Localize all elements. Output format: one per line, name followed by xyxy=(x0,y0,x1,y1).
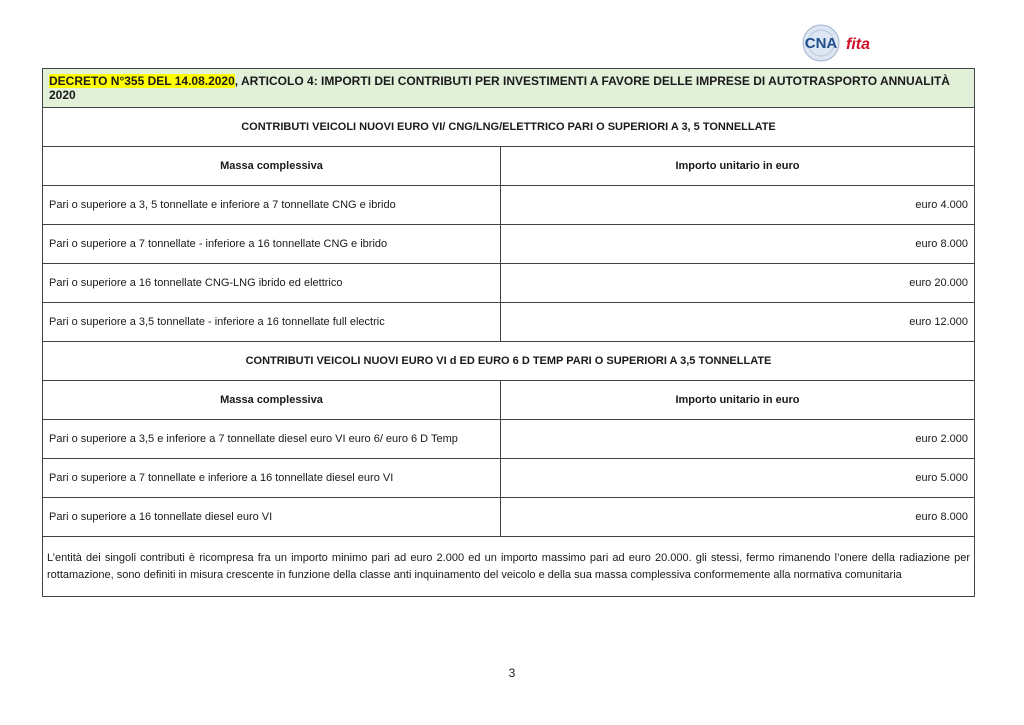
contributi-table xyxy=(42,68,975,597)
fita-logo xyxy=(844,34,890,54)
column-header-importo: Importo unitario in euro xyxy=(501,381,975,420)
row-label: Pari o superiore a 3,5 tonnellate - inferiore a 16 tonnellate full electric xyxy=(43,303,501,342)
header-logos xyxy=(802,24,892,62)
column-header-massa: Massa complessiva xyxy=(43,381,501,420)
title-rest: , ARTICOLO 4: IMPORTI DEI CONTRIBUTI PER INVESTIMENTI A FAVORE DELLE IMPRESE DI AUTOTRASPORTO ANNUALITÀ 2020 xyxy=(49,74,950,102)
row-amount: euro 8.000 xyxy=(501,225,975,264)
row-amount: euro 8.000 xyxy=(501,498,975,537)
row-amount: euro 2.000 xyxy=(501,420,975,459)
cna-logo-text: CNA xyxy=(804,35,838,52)
cna-logo xyxy=(802,24,840,62)
note-text: L’entità dei singoli contributi è ricompresa fra un importo minimo pari ad euro 2.000 ed un importo massimo pari ad euro 20.000. gli stessi, fermo rimanendo l’onere della radiazione per rottamazione, sono definiti in misura crescente in funzione della classe anti inquinamento del veicolo e della sua massa complessiva conformemente alla normativa comunitaria xyxy=(43,537,975,597)
row-label: Pari o superiore a 7 tonnellate e inferiore a 16 tonnellate diesel euro VI xyxy=(43,459,501,498)
note-row xyxy=(43,537,975,597)
table-row xyxy=(43,264,975,303)
section-heading-row xyxy=(43,108,975,147)
row-label: Pari o superiore a 16 tonnellate CNG-LNG ibrido ed elettrico xyxy=(43,264,501,303)
fita-logo-text: fita xyxy=(846,36,870,53)
title-row xyxy=(43,69,975,108)
row-label: Pari o superiore a 3,5 e inferiore a 7 tonnellate diesel euro VI euro 6/ euro 6 D Temp xyxy=(43,420,501,459)
table-row xyxy=(43,459,975,498)
table-row xyxy=(43,303,975,342)
title-highlight: DECRETO N°355 DEL 14.08.2020 xyxy=(49,74,235,88)
column-header-massa: Massa complessiva xyxy=(43,147,501,186)
row-label: Pari o superiore a 16 tonnellate diesel euro VI xyxy=(43,498,501,537)
section-heading-row xyxy=(43,342,975,381)
row-label: Pari o superiore a 7 tonnellate - inferiore a 16 tonnellate CNG e ibrido xyxy=(43,225,501,264)
table-row xyxy=(43,186,975,225)
page-number: 3 xyxy=(508,666,516,680)
column-header-row xyxy=(43,381,975,420)
row-label: Pari o superiore a 3, 5 tonnellate e inferiore a 7 tonnellate CNG e ibrido xyxy=(43,186,501,225)
document-title xyxy=(43,69,975,108)
section-heading: CONTRIBUTI VEICOLI NUOVI EURO VI d ED EURO 6 D TEMP PARI O SUPERIORI A 3,5 TONNELLATE xyxy=(43,342,975,381)
row-amount: euro 20.000 xyxy=(501,264,975,303)
section-heading: CONTRIBUTI VEICOLI NUOVI EURO VI/ CNG/LNG/ELETTRICO PARI O SUPERIORI A 3, 5 TONNELLATE xyxy=(43,108,975,147)
table-row xyxy=(43,225,975,264)
table-row xyxy=(43,498,975,537)
column-header-importo: Importo unitario in euro xyxy=(501,147,975,186)
row-amount: euro 12.000 xyxy=(501,303,975,342)
column-header-row xyxy=(43,147,975,186)
table-row xyxy=(43,420,975,459)
row-amount: euro 4.000 xyxy=(501,186,975,225)
row-amount: euro 5.000 xyxy=(501,459,975,498)
